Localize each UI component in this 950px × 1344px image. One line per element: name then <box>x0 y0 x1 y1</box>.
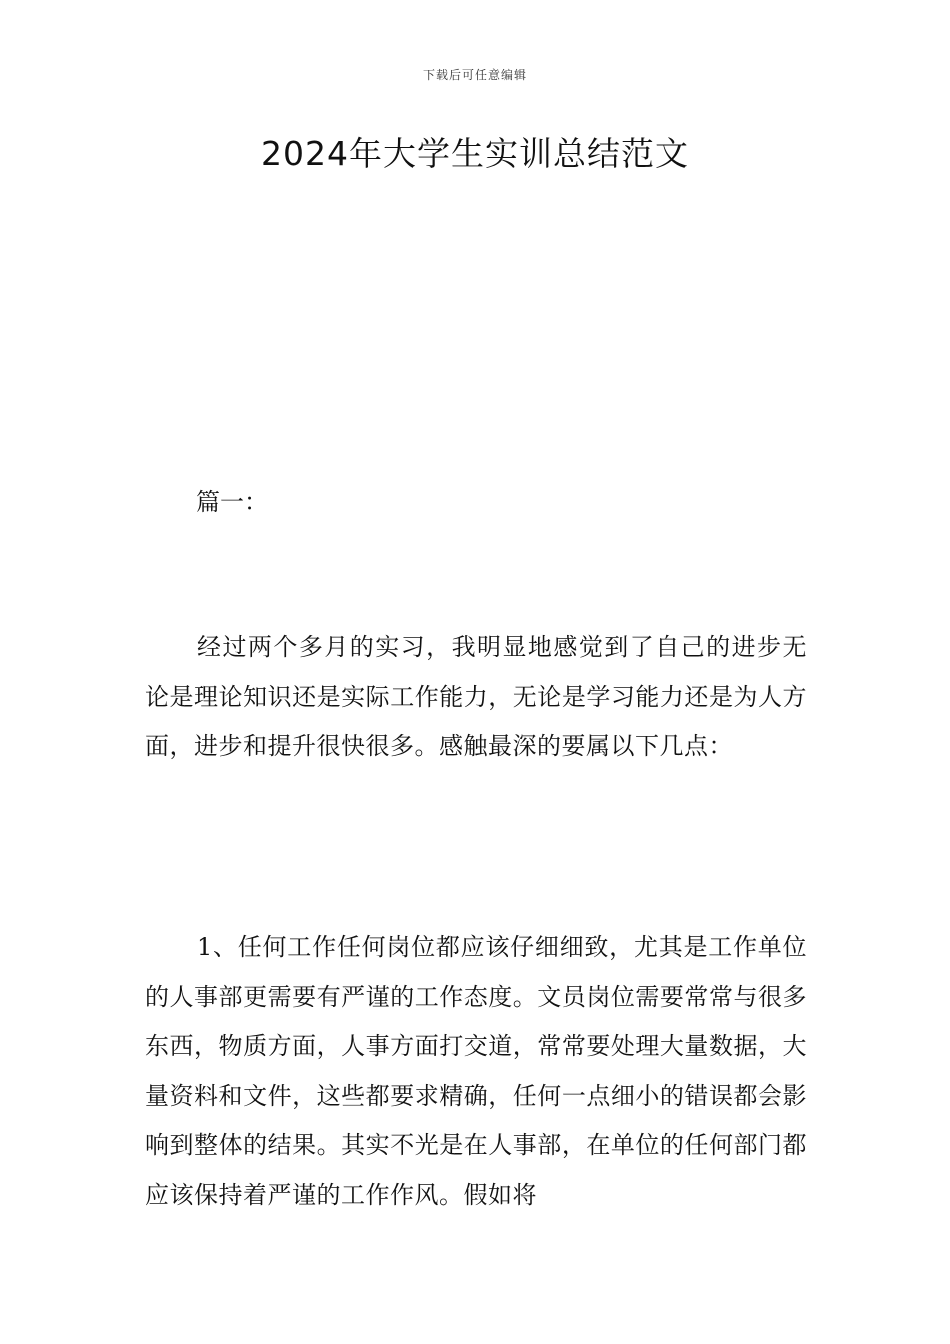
body-paragraph-1: 经过两个多月的实习，我明显地感觉到了自己的进步无论是理论知识还是实际工作能力，无论是学习能力还是为人方面，进步和提升很快很多。感触最深的要属以下几点： <box>145 633 807 760</box>
section-heading: 篇一： <box>196 488 268 516</box>
document-title: 2024年大学生实训总结范文 <box>261 134 689 173</box>
body-paragraph-2: 1、任何工作任何岗位都应该仔细细致，尤其是工作单位的人事部更需要有严谨的工作态度。文员岗位需要常常与很多东西，物质方面，人事方面打交道，常常要处理大量数据，大量资料和文件，这些都要求精确，任何一点细小的错误都会影响到整体的结果。其实不光是在人事部，在单位的任何部门都应该保持着严谨的工作作风。假如将 <box>145 933 807 1209</box>
header-note: 下载后可任意编辑 <box>422 68 527 82</box>
